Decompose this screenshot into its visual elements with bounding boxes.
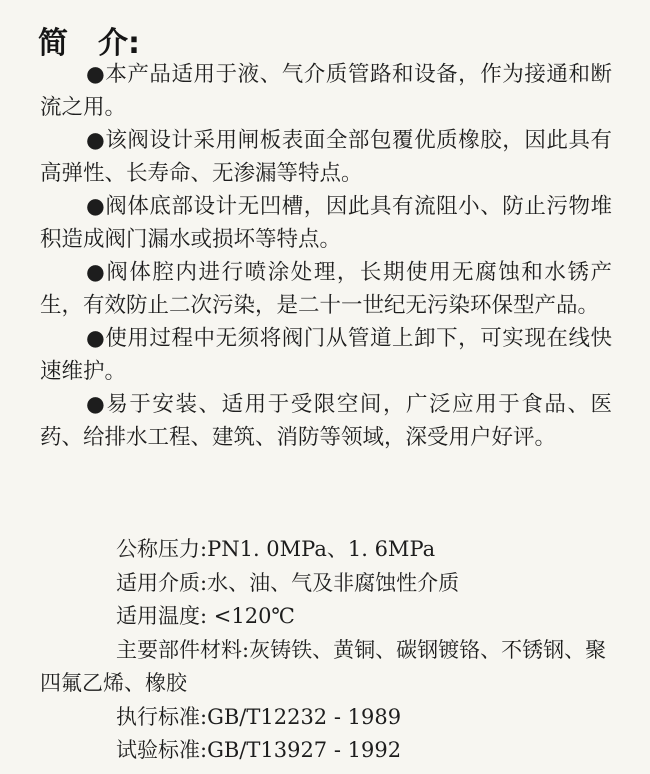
spec-temperature [40,600,612,634]
spec-test-standard [40,734,612,768]
spec-value: GB/T13927 - 1992 [207,738,402,762]
spec-value: 灰铸铁、黄铜、碳钢镀铬、不锈钢、聚四氟乙烯、橡胶 [40,637,607,695]
spec-label: 执行标准: [116,704,208,729]
feature-paragraph: ●使用过程中无须将阀门从管道上卸下，可实现在线快速维护。 [40,326,612,384]
spec-value: PN1. 0MPa、1. 6MPa [207,537,436,561]
spec-value: GB/T12232 - 1989 [207,704,402,729]
spec-label: 适用介质: [116,570,208,595]
feature-paragraph: ●阀体底部设计无凹槽，因此具有流阻小、防止污物堆积造成阀门漏水或损坏等特点。 [40,194,612,252]
spec-label: 主要部件材料: [116,637,250,662]
spec-label: 适用温度: [116,604,208,628]
spec-medium [40,567,612,601]
spec-nominal-pressure [40,533,612,567]
feature-paragraph: ●本产品适用于液、气介质管路和设备，作为接通和断流之用。 [40,62,612,120]
spec-value: 水、油、气及非腐蚀性介质 [207,570,460,595]
spec-execution-standard [40,701,612,735]
feature-paragraph: ●阀体腔内进行喷涂处理，长期使用无腐蚀和水锈产生，有效防止二次污染，是二十一世纪无污染环保型产品。 [40,260,612,318]
feature-paragraph: ●该阀设计采用闸板表面全部包覆优质橡胶，因此具有高弹性、长寿命、无渗漏等特点。 [40,128,612,186]
section-title: 简 介: [38,26,140,61]
spec-value: <120℃ [207,604,295,628]
spec-materials [40,634,612,701]
spec-label: 公称压力: [116,537,208,561]
spec-label: 试验标准: [116,738,208,762]
feature-paragraph: ●易于安装、适用于受限空间，广泛应用于食品、医药、给排水工程、建筑、消防等领域，深受用户好评。 [40,392,612,450]
spec-list [40,533,612,768]
feature-list [40,58,612,454]
